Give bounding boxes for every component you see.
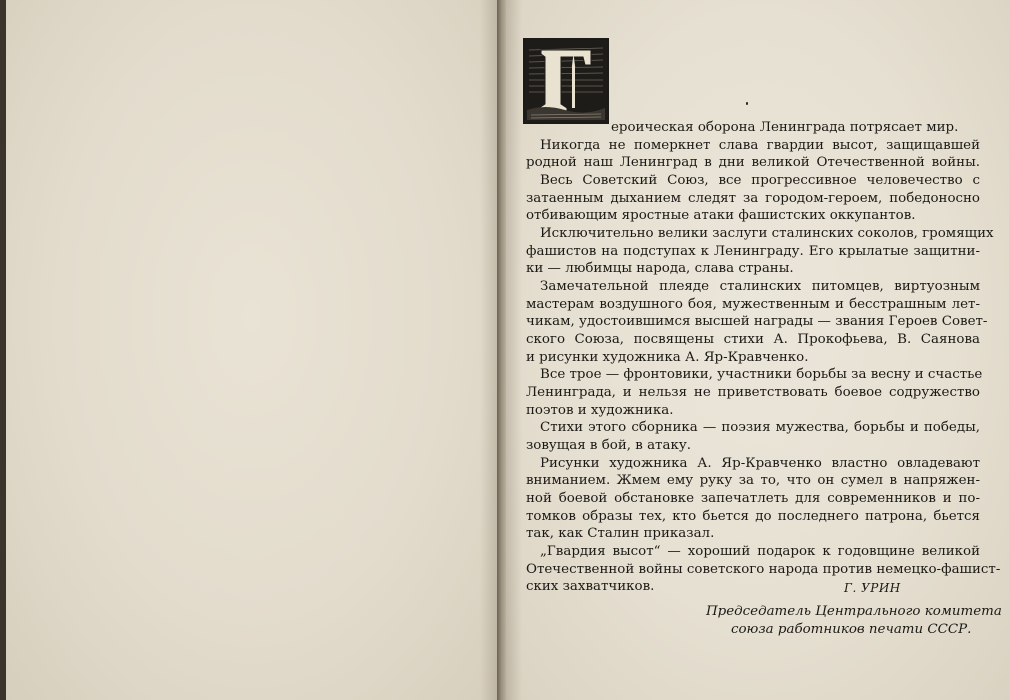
text-line-4: Весь Советский Союз, все прогрессивное человечество с	[540, 173, 980, 188]
text-line-1: ероическая оборона Ленинграда потрясает мир.	[611, 120, 959, 135]
text-line-2: Никогда не померкнет слава гвардии высот, защищавшей	[540, 138, 980, 153]
text-line-25: „Гвардия высот“ — хороший подарок к годовщине великой	[540, 544, 980, 559]
text-line-10: Замечательной плеяде сталинских питомцев, виртуозным	[540, 279, 980, 294]
drop-cap-illustration	[523, 38, 609, 124]
text-line-18: Стихи этого сборника — поэзия мужества, борьбы и победы,	[540, 420, 980, 435]
text-line-11: мастерам воздушного боя, мужественным и бесстрашным лет-	[526, 297, 980, 312]
text-line-21: вниманием. Жмем ему руку за то, что он сумел в напряжен-	[526, 473, 980, 488]
text-line-19: зовущая в бой, в атаку.	[526, 438, 691, 453]
text-line-3: родной наш Ленинград в дни великой Отечественной войны.	[526, 155, 980, 170]
text-line-7: Исключительно велики заслуги сталинских соколов, громящих	[540, 226, 994, 241]
text-line-26: Отечественной войны советского народа против немецко-фашист-	[526, 562, 1001, 577]
text-line-5: затаенным дыханием следят за городом-героем, победоносно	[526, 191, 980, 206]
left-page-blank	[6, 0, 498, 700]
text-line-16: Ленинграда, и нельзя не приветствовать боевое содружество	[526, 385, 980, 400]
signature-title-line-2: союза работников печати СССР.	[731, 622, 972, 637]
text-line-23: томков образы тех, кто бьется до последнего патрона, бьется	[526, 509, 980, 524]
text-line-17: поэтов и художника.	[526, 403, 674, 418]
text-line-12: чикам, удостоившимся высшей награды — звания Героев Совет-	[526, 314, 988, 329]
text-line-27: ских захватчиков.	[526, 579, 655, 594]
text-line-24: так, как Сталин приказал.	[526, 526, 715, 541]
text-line-9: ки — любимцы народа, слава страны.	[526, 261, 794, 276]
print-speck	[746, 102, 748, 105]
text-line-15: Все трое — фронтовики, участники борьбы за весну и счастье	[540, 367, 983, 382]
text-line-22: ной боевой обстановке запечатлеть для современников и по-	[526, 491, 980, 506]
right-page	[506, 0, 1009, 700]
text-line-8: фашистов на подступах к Ленинграду. Его крылатые защитни-	[526, 244, 980, 259]
text-line-20: Рисунки художника А. Яр-Кравченко властно овладевают	[540, 456, 980, 471]
foreword-text	[506, 0, 1009, 700]
signature-author: Г. УРИН	[844, 581, 901, 595]
text-line-13: ского Союза, посвящены стихи А. Прокофьева, В. Саянова	[526, 332, 980, 347]
text-line-6: отбивающим яростные атаки фашистских оккупантов.	[526, 208, 916, 223]
signature-title-line-1: Председатель Центрального комитета	[706, 604, 1002, 619]
text-line-14: и рисунки художника А. Яр-Кравченко.	[526, 350, 809, 365]
